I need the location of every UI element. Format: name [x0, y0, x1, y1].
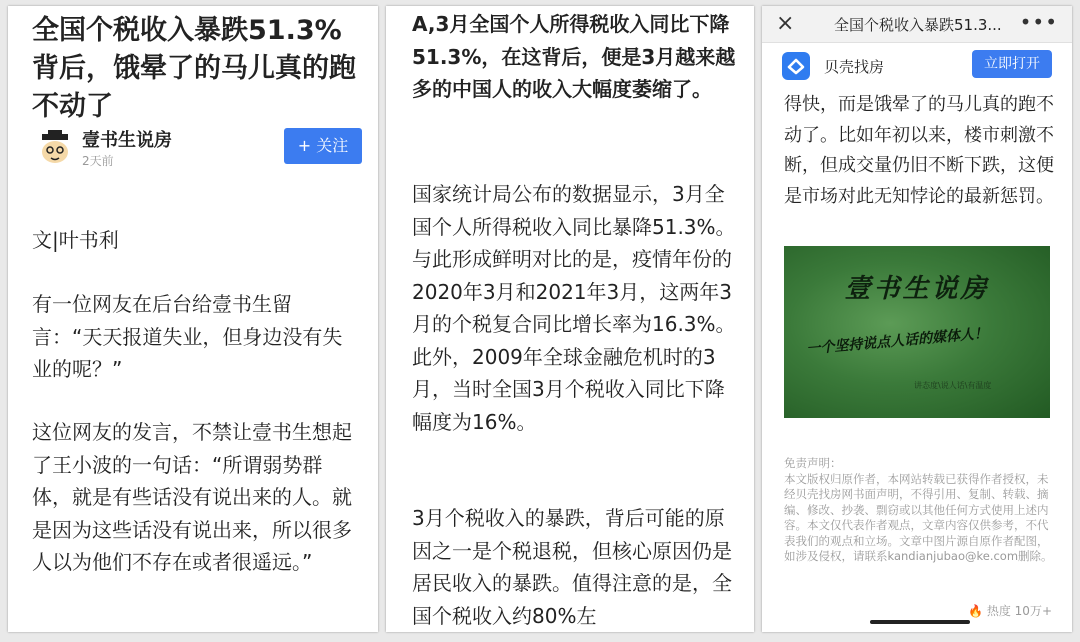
- byline: 文|叶书利: [32, 228, 119, 252]
- heat-label: 热度 10万+: [986, 604, 1052, 618]
- author-row: [32, 124, 362, 170]
- article-title: 全国个税收入暴跌51.3%背后，饿晕了的马儿真的跑不动了: [32, 15, 356, 122]
- open-app-button[interactable]: 立即打开: [972, 50, 1052, 78]
- banner-slogan: 一个坚持说点人话的媒体人！: [805, 325, 989, 358]
- post-time: 2天前: [82, 154, 114, 168]
- close-icon[interactable]: ×: [776, 11, 795, 36]
- home-indicator[interactable]: [870, 620, 970, 624]
- article-lead: A,3月全国个人所得税收入同比下降51.3%，在这背后，便是3月越来越多的中国人的收入大幅度萎缩了。: [412, 12, 736, 101]
- article-paragraph: 得快，而是饿晕了的马儿真的跑不动了。比如年初以来，楼市刺激不断，但成交量仍旧不断下跌，这便是市场对此无知悖论的最新惩罚。: [784, 94, 1054, 207]
- heat-indicator: [968, 602, 1052, 619]
- app-name: 贝壳找房: [824, 58, 885, 76]
- article-paragraph: 3月个税收入的暴跌，背后可能的原因之一是个税退税，但核心原因仍是居民收入的暴跌。值得注意的是，全国个税收入约80%左: [412, 506, 732, 628]
- webview-title: 全国个税收入暴跌51.3...: [834, 16, 1002, 34]
- app-promo-bar: [762, 44, 1072, 88]
- article-panel-middle: [386, 6, 754, 632]
- banner-title: 壹书生说房: [844, 274, 990, 304]
- app-webview-panel: [762, 6, 1072, 632]
- article-paragraph: 这位网友的发言，不禁让壹书生想起了王小波的一句话：“所谓弱势群体，就是有些话没有说出来的人。就是因为这些话没有说出来，所以很多人以为他们不存在或者很遥远。”: [32, 420, 352, 574]
- disclaimer-text: 免责声明： 本文版权归原作者，本网站转载已获得作者授权，未经贝壳找房网书面声明，不得引用、复制、转载、摘编、修改、抄袭、剽窃或以其他任何方式使用上述内容。本文仅代表作者观点，文章内容仅供参考，不代表我们的观点和立场。文章中图片源自原作者配图，如涉及侵权，请联系kandianjubao@ke.com删除。: [784, 456, 1053, 563]
- webview-topbar: [762, 6, 1072, 43]
- beike-logo-icon: [782, 52, 810, 80]
- article-panel-left: [8, 6, 378, 632]
- more-options-icon[interactable]: •••: [1019, 10, 1058, 34]
- banner-subtitle: 讲态度\说人话\有温度: [914, 381, 992, 390]
- fire-icon: 🔥: [968, 604, 984, 618]
- article-paragraph: 有一位网友在后台给壹书生留言：“天天报道失业，但身边没有失业的呢？”: [32, 292, 343, 381]
- disclaimer: [784, 456, 1056, 565]
- author-avatar-icon[interactable]: [36, 128, 74, 166]
- author-name[interactable]: 壹书生说房: [82, 130, 172, 151]
- follow-button[interactable]: + 关注: [284, 128, 362, 164]
- article-paragraph: 国家统计局公布的数据显示，3月全国个人所得税收入同比暴降51.3%。与此形成鲜明对比的是，疫情年份的2020年3月和2021年3月，这两年3月的个税复合同比增长率为16.3%。此外，2009年全球金融危机时的3月，当时全国3月个税收入同比下降幅度为16%。: [412, 182, 736, 434]
- author-banner-image: [784, 246, 1050, 418]
